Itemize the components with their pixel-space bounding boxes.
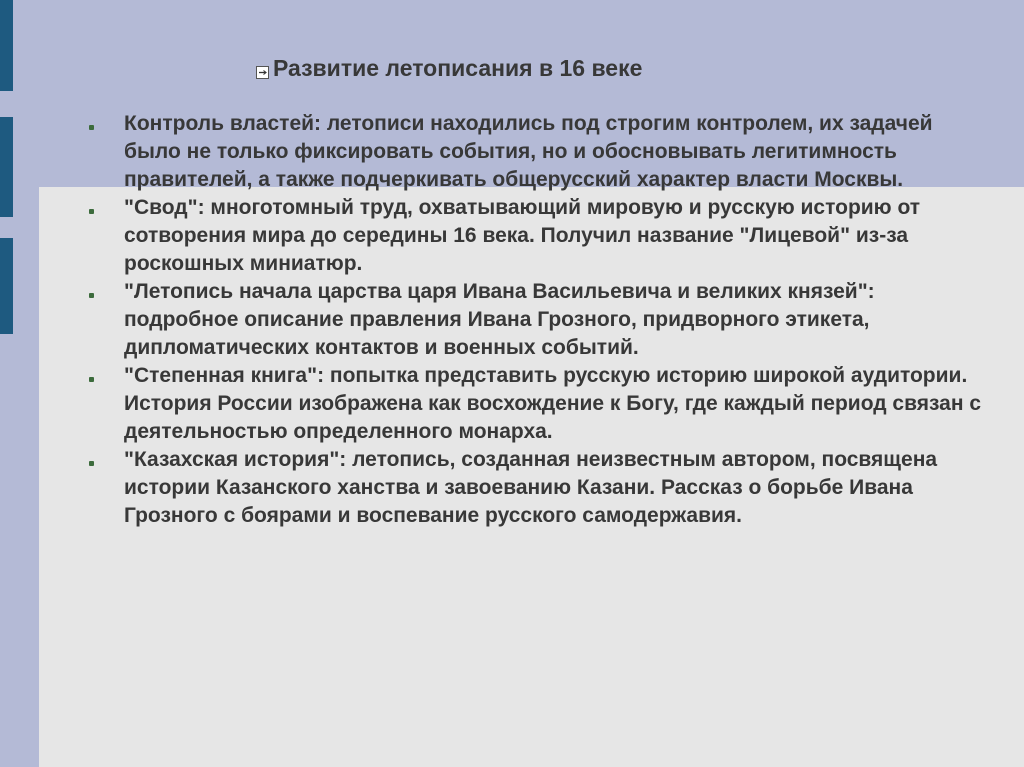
bullet-item bbox=[87, 194, 987, 278]
bullet-item bbox=[87, 278, 987, 362]
side-accent-bar bbox=[0, 238, 13, 334]
bullet-text: "Летопись начала царства царя Ивана Васильевича и великих князей": подробное описание правления Ивана Грозного, придворного этикета, дипломатических контактов и военных событий. bbox=[124, 280, 875, 359]
slide-title-row bbox=[256, 55, 642, 82]
slide-title: Развитие летописания в 16 веке bbox=[273, 55, 643, 81]
bullet-icon bbox=[89, 377, 94, 382]
bullet-icon bbox=[89, 293, 94, 298]
bullet-text: "Свод": многотомный труд, охватывающий мировую и русскую историю от сотворения мира до середины 16 века. Получил название "Лицевой" из-за роскошных миниатюр. bbox=[124, 196, 921, 275]
bullet-text: "Казахская история": летопись, созданная неизвестным автором, посвящена истории Казанского ханства и завоеванию Казани. Рассказ о борьбе Ивана Грозного с боярами и воспевание русского самодержавия. bbox=[124, 448, 938, 527]
bullet-list bbox=[87, 110, 987, 530]
bullet-item bbox=[87, 362, 987, 446]
bullet-icon bbox=[89, 209, 94, 214]
bullet-icon bbox=[89, 461, 94, 466]
bullet-item bbox=[87, 110, 987, 194]
collapse-box-icon bbox=[256, 66, 269, 79]
bullet-text: Контроль властей: летописи находились под строгим контролем, их задачей было не только фиксировать события, но и обосновывать легитимность правителей, а также подчеркивать общерусский характер власти Москвы. bbox=[124, 112, 933, 191]
side-accent-bar bbox=[0, 117, 13, 217]
bullet-item bbox=[87, 446, 987, 530]
bullet-icon bbox=[89, 125, 94, 130]
side-accent-bar bbox=[0, 0, 13, 91]
bullet-text: "Степенная книга": попытка представить русскую историю широкой аудитории. История России изображена как восхождение к Богу, где каждый период связан с деятельностью определенного монарха. bbox=[124, 364, 982, 443]
